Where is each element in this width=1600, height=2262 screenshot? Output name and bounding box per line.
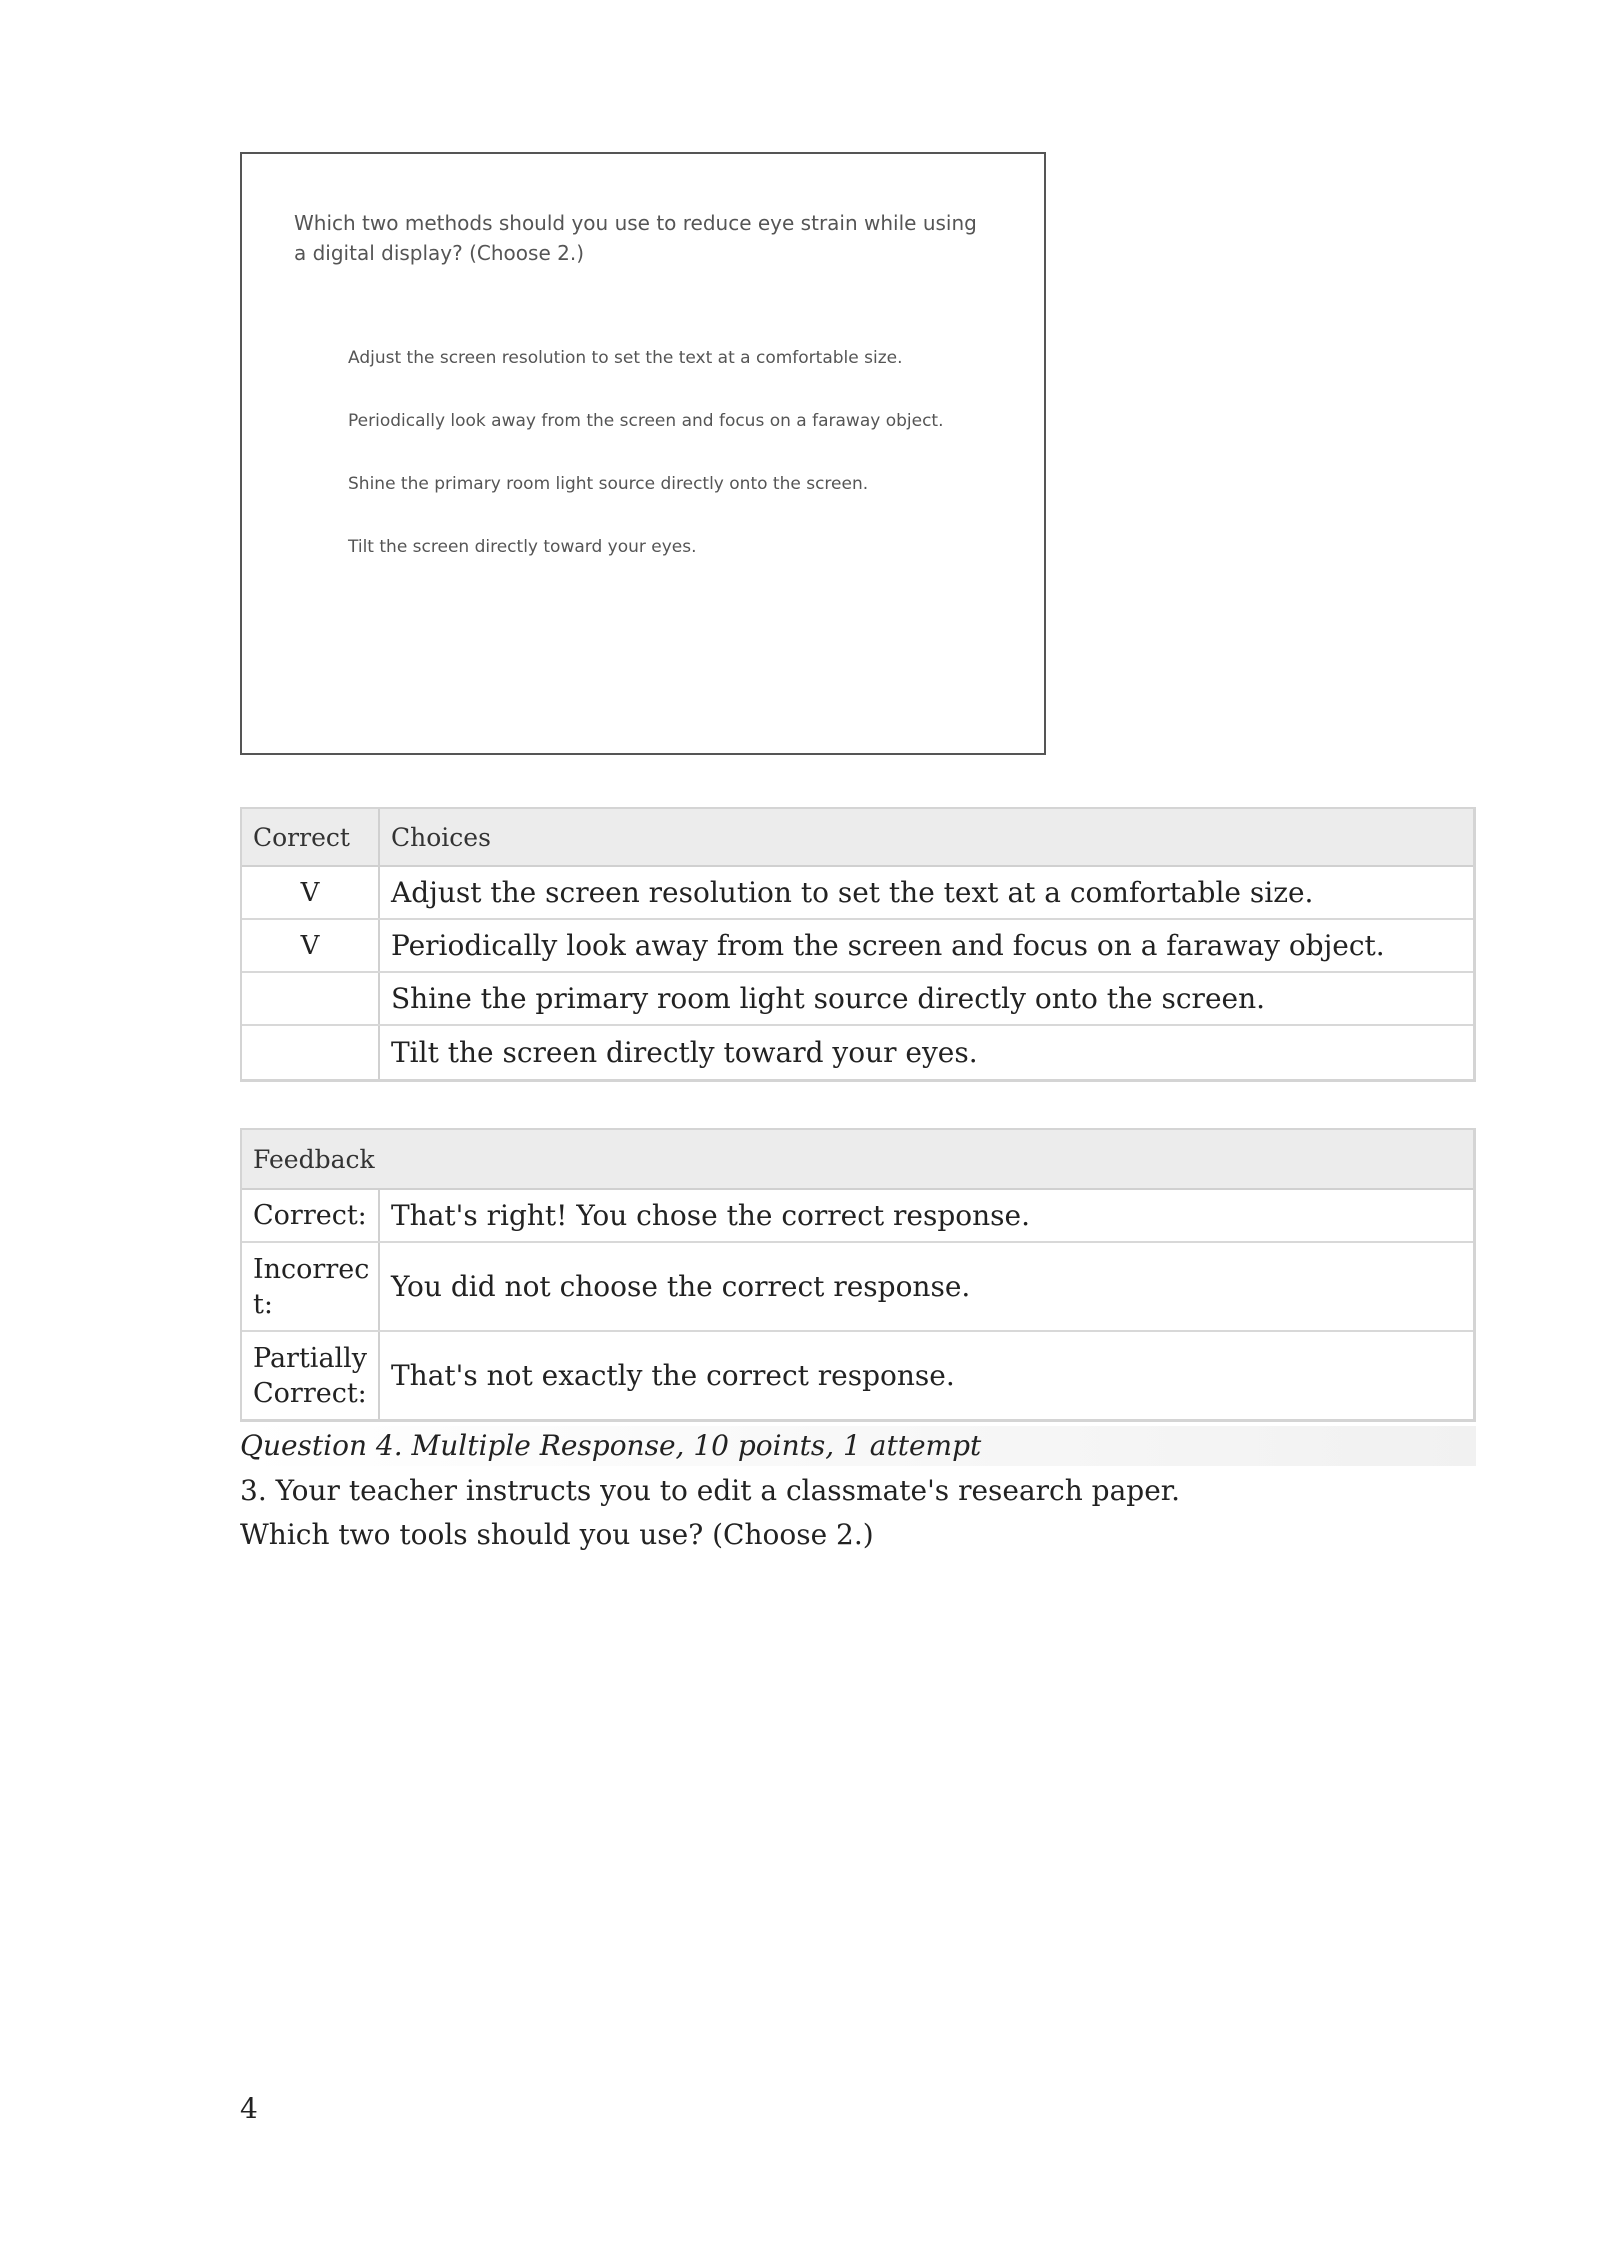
correct-mark — [242, 1026, 380, 1079]
header-choices: Choices — [391, 822, 491, 852]
table-row — [242, 1332, 1473, 1419]
table-header-row — [242, 1130, 1473, 1190]
question-slide-image — [240, 152, 1046, 755]
slide-choices-list — [348, 346, 1028, 598]
question-paragraph: Which two tools should you use? (Choose 2.) — [240, 1518, 874, 1551]
choice-text: Adjust the screen resolution to set the text at a comfortable size. — [391, 876, 1314, 909]
choices-table — [240, 807, 1476, 1082]
table-row — [242, 973, 1473, 1026]
page-number: 4 — [240, 2092, 258, 2125]
header-correct: Correct — [242, 809, 380, 865]
choice-text: Tilt the screen directly toward your eyes. — [391, 1036, 978, 1069]
header-feedback: Feedback — [253, 1144, 375, 1174]
correct-mark — [242, 973, 380, 1024]
question-paragraph: 3. Your teacher instructs you to edit a classmate's research paper. — [240, 1474, 1180, 1507]
feedback-text: That's right! You chose the correct response. — [391, 1199, 1031, 1232]
choice-text: Periodically look away from the screen and focus on a faraway object. — [391, 929, 1385, 962]
table-row — [242, 920, 1473, 973]
slide-question-text: Which two methods should you use to reduce eye strain while using a digital display? (Choose 2.) — [294, 211, 977, 265]
table-row — [242, 1243, 1473, 1332]
slide-choice: Tilt the screen directly toward your eyes. — [348, 537, 697, 557]
slide-choice: Shine the primary room light source directly onto the screen. — [348, 474, 869, 494]
table-header-row — [242, 809, 1473, 867]
correct-mark: V — [242, 867, 380, 918]
table-row — [242, 867, 1473, 920]
feedback-table — [240, 1128, 1476, 1422]
feedback-text: That's not exactly the correct response. — [391, 1359, 955, 1392]
choice-text: Shine the primary room light source directly onto the screen. — [391, 982, 1266, 1015]
feedback-text: You did not choose the correct response. — [391, 1270, 971, 1303]
feedback-label: Incorrec t: — [242, 1243, 380, 1330]
slide-choice: Adjust the screen resolution to set the text at a comfortable size. — [348, 348, 903, 368]
feedback-label: Correct: — [242, 1190, 380, 1241]
slide-choice: Periodically look away from the screen and focus on a faraway object. — [348, 411, 944, 431]
feedback-label: Partially Correct: — [242, 1332, 380, 1419]
table-row — [242, 1190, 1473, 1243]
question-caption: Question 4. Multiple Response, 10 points, 1 attempt — [240, 1426, 1476, 1466]
table-row — [242, 1026, 1473, 1079]
correct-mark: V — [242, 920, 380, 971]
